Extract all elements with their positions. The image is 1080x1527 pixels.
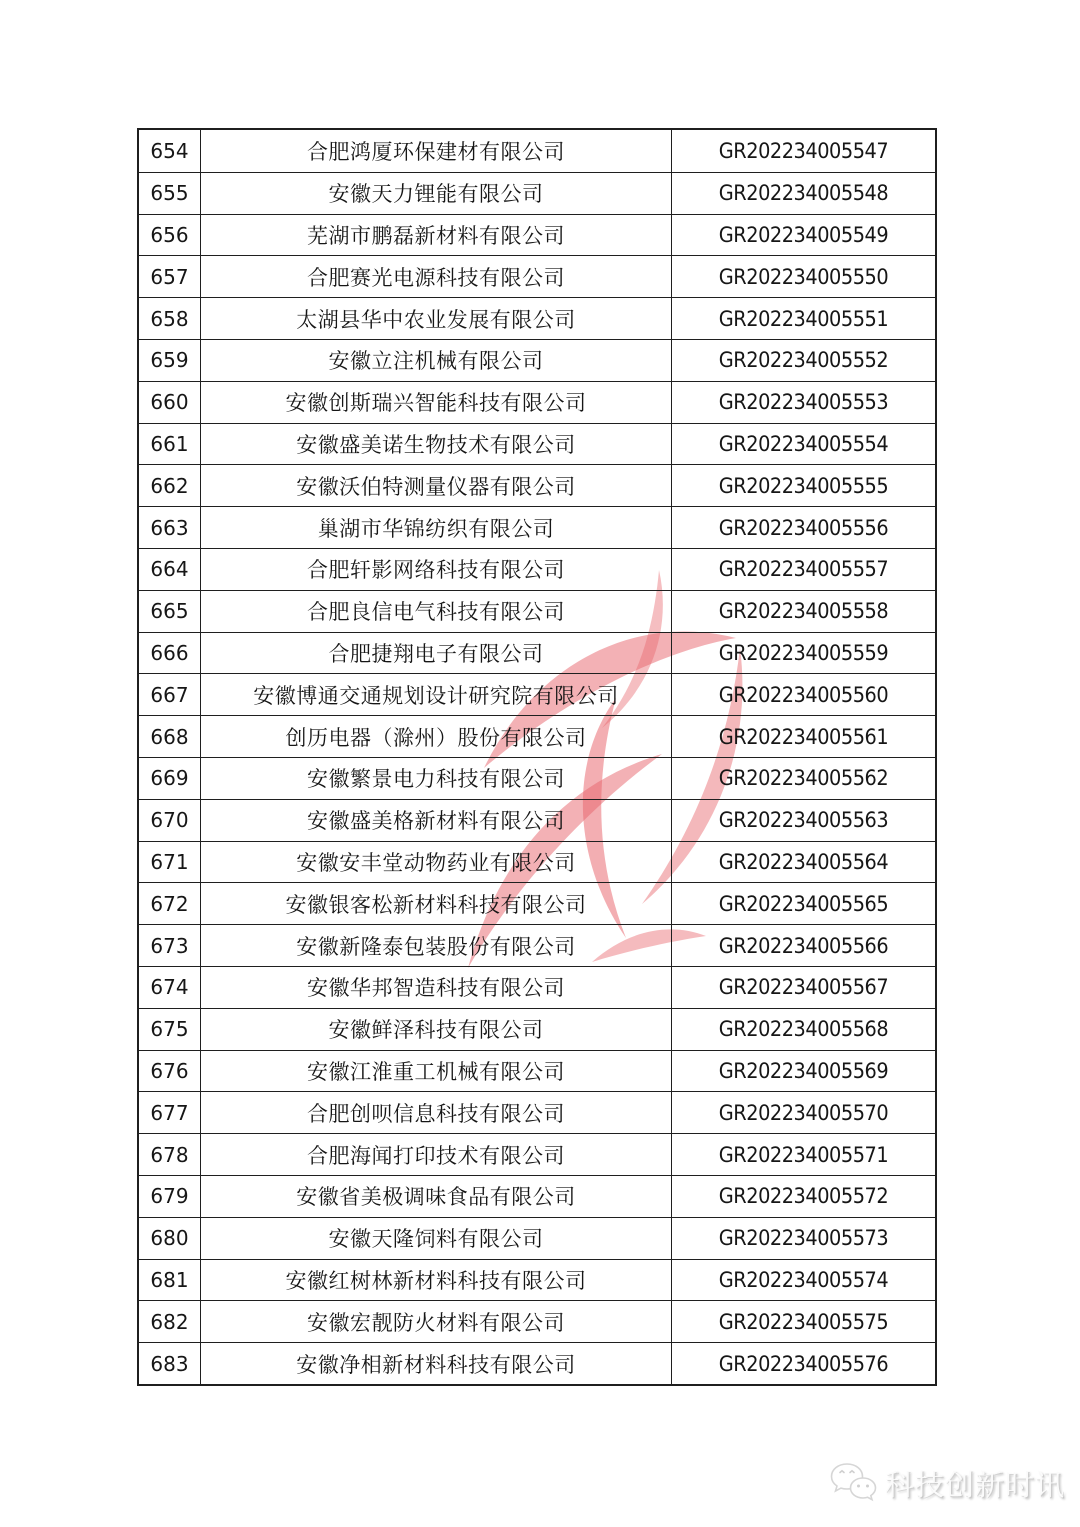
- certificate-code-cell: GR202234005560: [718, 682, 889, 707]
- certificate-code-cell: GR202234005570: [718, 1100, 889, 1125]
- company-name-cell: 安徽净相新材料科技有限公司: [201, 1343, 672, 1384]
- table-row: [139, 924, 935, 966]
- row-index-cell: 673: [139, 925, 201, 966]
- table-row: [139, 172, 935, 214]
- brand-name: 科技创新时讯: [885, 1467, 1066, 1502]
- certificate-code-cell: GR202234005553: [718, 390, 889, 415]
- table-row: [139, 339, 935, 381]
- table-row: [139, 673, 935, 715]
- certificate-code-cell: GR202234005566: [718, 933, 889, 958]
- certificate-code-cell: GR202234005569: [718, 1058, 889, 1083]
- wechat-icon: [828, 1461, 878, 1505]
- company-name-cell: 安徽天力锂能有限公司: [201, 173, 672, 214]
- table-row: [139, 590, 935, 632]
- company-name-cell: 安徽盛美诺生物技术有限公司: [201, 424, 672, 465]
- table-row: [139, 1175, 935, 1217]
- row-index-cell: 661: [139, 424, 201, 465]
- company-name-cell: 安徽安丰堂动物药业有限公司: [201, 842, 672, 883]
- certificate-code-cell: GR202234005574: [718, 1267, 889, 1292]
- certificate-code-cell: GR202234005554: [718, 431, 889, 456]
- certificate-code-cell: GR202234005563: [718, 808, 889, 833]
- certificate-code-cell: GR202234005565: [718, 891, 889, 916]
- certificate-code-cell: GR202234005548: [718, 181, 889, 206]
- company-name-cell: 合肥赛光电源科技有限公司: [201, 256, 672, 297]
- row-index-cell: 680: [139, 1218, 201, 1259]
- table-row: [139, 632, 935, 674]
- table-row: [139, 464, 935, 506]
- certificate-code-cell: GR202234005558: [718, 599, 889, 624]
- table-row: [139, 715, 935, 757]
- table-row: [139, 1008, 935, 1050]
- brand-footer: [828, 1458, 1065, 1508]
- company-name-cell: 安徽创斯瑞兴智能科技有限公司: [201, 382, 672, 423]
- table-row: [139, 799, 935, 841]
- table-row: [139, 757, 935, 799]
- certificate-code-cell: GR202234005567: [718, 975, 889, 1000]
- company-name-cell: 芜湖市鹏磊新材料有限公司: [201, 215, 672, 256]
- table-row: [139, 1091, 935, 1133]
- table-row: [139, 130, 935, 172]
- table-row: [139, 1300, 935, 1342]
- row-index-cell: 664: [139, 549, 201, 590]
- company-name-cell: 安徽繁景电力科技有限公司: [201, 758, 672, 799]
- company-name-cell: 合肥良信电气科技有限公司: [201, 591, 672, 632]
- certificate-code-cell: GR202234005552: [718, 348, 889, 373]
- company-name-cell: 太湖县华中农业发展有限公司: [201, 298, 672, 339]
- row-index-cell: 668: [139, 716, 201, 757]
- certificate-table: [137, 128, 937, 1386]
- row-index-cell: 662: [139, 465, 201, 506]
- row-index-cell: 663: [139, 507, 201, 548]
- certificate-code-cell: GR202234005575: [718, 1309, 889, 1334]
- table-row: [139, 1217, 935, 1259]
- row-index-cell: 678: [139, 1134, 201, 1175]
- row-index-cell: 660: [139, 382, 201, 423]
- certificate-code-cell: GR202234005562: [718, 766, 889, 791]
- table-row: [139, 255, 935, 297]
- table-row: [139, 841, 935, 883]
- table-row: [139, 381, 935, 423]
- row-index-cell: 658: [139, 298, 201, 339]
- company-name-cell: 安徽沃伯特测量仪器有限公司: [201, 465, 672, 506]
- company-name-cell: 巢湖市华锦纺织有限公司: [201, 507, 672, 548]
- row-index-cell: 677: [139, 1092, 201, 1133]
- table-row: [139, 297, 935, 339]
- certificate-code-cell: GR202234005564: [718, 849, 889, 874]
- company-name-cell: 合肥海闻打印技术有限公司: [201, 1134, 672, 1175]
- row-index-cell: 666: [139, 633, 201, 674]
- row-index-cell: 675: [139, 1009, 201, 1050]
- company-name-cell: 创历电器（滁州）股份有限公司: [201, 716, 672, 757]
- certificate-code-cell: GR202234005549: [718, 222, 889, 247]
- row-index-cell: 659: [139, 340, 201, 381]
- table-row: [139, 214, 935, 256]
- company-name-cell: 安徽鲜泽科技有限公司: [201, 1009, 672, 1050]
- certificate-code-cell: GR202234005555: [718, 473, 889, 498]
- company-name-cell: 安徽红树林新材料科技有限公司: [201, 1260, 672, 1301]
- table-row: [139, 966, 935, 1008]
- row-index-cell: 671: [139, 842, 201, 883]
- company-name-cell: 安徽省美极调味食品有限公司: [201, 1176, 672, 1217]
- company-name-cell: 合肥轩影网络科技有限公司: [201, 549, 672, 590]
- certificate-code-cell: GR202234005571: [718, 1142, 889, 1167]
- row-index-cell: 674: [139, 967, 201, 1008]
- certificate-code-cell: GR202234005557: [718, 557, 889, 582]
- company-name-cell: 合肥创呗信息科技有限公司: [201, 1092, 672, 1133]
- table-row: [139, 1133, 935, 1175]
- row-index-cell: 669: [139, 758, 201, 799]
- table-row: [139, 423, 935, 465]
- certificate-code-cell: GR202234005551: [718, 306, 889, 331]
- table-row: [139, 882, 935, 924]
- certificate-code-cell: GR202234005550: [718, 264, 889, 289]
- row-index-cell: 667: [139, 674, 201, 715]
- company-name-cell: 安徽江淮重工机械有限公司: [201, 1051, 672, 1092]
- table-row: [139, 1259, 935, 1301]
- row-index-cell: 665: [139, 591, 201, 632]
- company-name-cell: 安徽天隆饲料有限公司: [201, 1218, 672, 1259]
- row-index-cell: 656: [139, 215, 201, 256]
- company-name-cell: 安徽博通交通规划设计研究院有限公司: [201, 674, 672, 715]
- table-row: [139, 1342, 935, 1384]
- table-row: [139, 1050, 935, 1092]
- row-index-cell: 670: [139, 800, 201, 841]
- company-name-cell: 合肥鸿厦环保建材有限公司: [201, 130, 672, 172]
- certificate-code-cell: GR202234005547: [718, 138, 889, 163]
- row-index-cell: 654: [139, 130, 201, 172]
- company-name-cell: 安徽宏靓防火材料有限公司: [201, 1301, 672, 1342]
- row-index-cell: 657: [139, 256, 201, 297]
- row-index-cell: 681: [139, 1260, 201, 1301]
- company-name-cell: 安徽新隆泰包装股份有限公司: [201, 925, 672, 966]
- table-row: [139, 548, 935, 590]
- row-index-cell: 683: [139, 1343, 201, 1384]
- company-name-cell: 安徽华邦智造科技有限公司: [201, 967, 672, 1008]
- certificate-code-cell: GR202234005572: [718, 1184, 889, 1209]
- company-name-cell: 安徽银客松新材料科技有限公司: [201, 883, 672, 924]
- row-index-cell: 682: [139, 1301, 201, 1342]
- row-index-cell: 679: [139, 1176, 201, 1217]
- certificate-code-cell: GR202234005576: [718, 1351, 889, 1376]
- row-index-cell: 672: [139, 883, 201, 924]
- certificate-code-cell: GR202234005556: [718, 515, 889, 540]
- certificate-code-cell: GR202234005561: [718, 724, 889, 749]
- company-name-cell: 安徽立注机械有限公司: [201, 340, 672, 381]
- certificate-code-cell: GR202234005559: [718, 640, 889, 665]
- certificate-code-cell: GR202234005568: [718, 1017, 889, 1042]
- company-name-cell: 合肥捷翔电子有限公司: [201, 633, 672, 674]
- company-name-cell: 安徽盛美格新材料有限公司: [201, 800, 672, 841]
- row-index-cell: 655: [139, 173, 201, 214]
- certificate-code-cell: GR202234005573: [718, 1226, 889, 1251]
- row-index-cell: 676: [139, 1051, 201, 1092]
- table-row: [139, 506, 935, 548]
